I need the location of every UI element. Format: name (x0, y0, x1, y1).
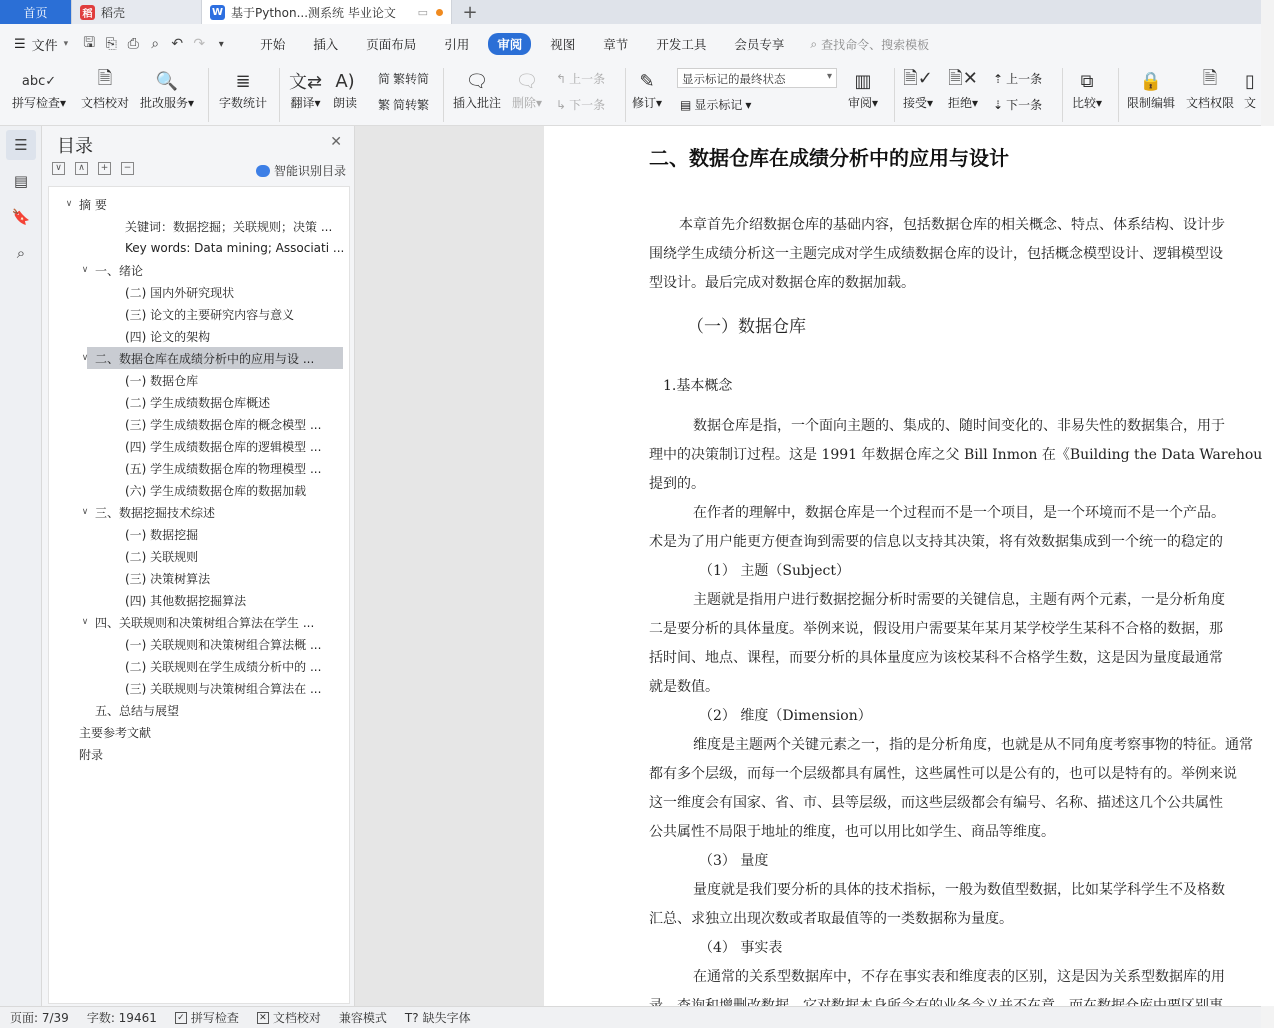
prev-change-icon: ⇡ (993, 71, 1004, 86)
compare-label: 比较 (1072, 96, 1097, 110)
collapse-all-icon[interactable]: ∧ (75, 162, 88, 175)
doc-text-line[interactable]: 在作者的理解中，数据仓库是一个过程而不是一个项目，是一个环境而不是一个产品。 (693, 505, 1225, 521)
doc-text-line[interactable]: 公共属性不局限于地址的维度，也可以用比如学生、商品等维度。 (649, 824, 1055, 840)
toc-item[interactable] (49, 677, 349, 699)
toc-item-label: 三、数据挖掘技术综述 (95, 505, 216, 520)
tab-docer-label: 稻壳 (101, 5, 126, 20)
page-indicator[interactable]: 页面: 7/39 (10, 1011, 69, 1025)
reject-label: 拒绝 (948, 96, 973, 110)
chapter-nav-icon[interactable]: ▤ (13, 172, 29, 190)
accept-button[interactable]: 🗎✓ 接受▾ (903, 68, 934, 110)
search-icon: ⌕ (810, 36, 818, 51)
delete-comment-button[interactable]: 🗨 删除▾ (512, 68, 542, 111)
chevron-down-icon[interactable]: ∨ (81, 617, 89, 627)
toc-item-label: (五) 学生成绩数据仓库的物理模型 ... (125, 461, 322, 476)
show-markup-label: 显示标记 (694, 98, 743, 112)
track-changes-button[interactable]: ✎ 修订▾ (632, 68, 662, 111)
toc-item-label: (三) 论文的主要研究内容与意义 (125, 307, 295, 322)
toc-item[interactable] (49, 611, 349, 633)
chevron-down-icon: ▾ (63, 39, 69, 49)
toc-item[interactable] (49, 259, 349, 281)
show-markup-button[interactable]: ▤ 显示标记 ▾ (680, 97, 752, 112)
docer-logo-icon: 稻 (80, 5, 95, 20)
tab-home[interactable] (0, 0, 72, 24)
trad-simp-icon: 简 (378, 72, 391, 86)
trad-to-simp-label: 繁转简 (393, 72, 430, 86)
file-menu[interactable] (14, 35, 68, 54)
toc-item[interactable] (49, 501, 349, 523)
word-count-button[interactable] (219, 68, 267, 111)
revise-service-button[interactable]: 🔍 批改服务▾ (140, 68, 194, 111)
simp-to-trad-label: 简转繁 (393, 98, 430, 112)
reject-icon: 🗎✕ (948, 68, 978, 89)
expand-all-icon[interactable]: ∨ (52, 162, 65, 175)
subsubsection-heading: 1.基本概念 (663, 378, 733, 394)
file-menu-label: 文件 (31, 38, 58, 54)
customize-chevron-icon[interactable]: ▾ (218, 38, 224, 50)
track-changes-label: 修订 (632, 96, 657, 110)
tab-document[interactable] (202, 0, 452, 24)
menu-review[interactable]: 审阅 (488, 33, 531, 55)
close-icon[interactable]: ✕ (330, 134, 342, 150)
compat-mode: 兼容模式 (338, 1011, 387, 1025)
menu-view[interactable]: 视图 (550, 37, 576, 52)
reject-button[interactable]: 🗎✕ 拒绝▾ (948, 68, 979, 110)
find-icon[interactable]: ⌕ (16, 244, 26, 262)
doc-text-line[interactable]: 在通常的关系型数据库中，不存在事实表和维度表的区别，这是因为关系型数据库的用 (693, 969, 1225, 985)
unsaved-dot-icon (436, 9, 443, 16)
toc-item-label: (六) 学生成绩数据仓库的数据加载 (125, 483, 307, 498)
smart-toc-label: 智能识别目录 (273, 164, 346, 178)
translate-button[interactable]: 文⇄ 翻译▾ (289, 68, 322, 111)
next-change-icon: ⇣ (993, 97, 1004, 112)
doc-text-line[interactable]: 型设计。最后完成对数据仓库的数据加载。 (649, 275, 915, 291)
toc-item[interactable] (49, 457, 349, 479)
toc-item[interactable] (49, 655, 349, 677)
command-search-label: 查找命令、搜索模板 (821, 37, 930, 52)
restrict-edit-label: 限制编辑 (1127, 96, 1176, 110)
save-icon[interactable]: 🖫 (83, 35, 96, 51)
spell-check-button[interactable]: abc✓ 拼写检查▾ (12, 68, 66, 111)
doc-encrypt-icon: ▯ (1245, 70, 1255, 92)
next-change-button[interactable] (993, 96, 1042, 113)
menu-member[interactable]: 会员专享 (734, 37, 785, 52)
next-comment-label: 下一条 (569, 98, 606, 112)
status-doccheck-label: 文档校对 (272, 1011, 321, 1025)
lock-document-icon: 🔒 (1139, 70, 1163, 92)
toc-item-label: 一、绪论 (95, 263, 144, 278)
missing-font-label: 缺失字体 (422, 1011, 471, 1025)
prev-comment-icon: ↰ (556, 71, 567, 86)
doc-check-box-icon: ✕ (257, 1012, 269, 1024)
doc-text-line[interactable]: 提到的。 (649, 476, 705, 492)
toc-item-label: 四、关联规则和决策树组合算法在学生 ... (95, 615, 315, 630)
doc-text-line[interactable]: 术是为了用户能更方便查询到需要的信息以支持其决策，将有效数据集成到一个统一的稳定的 (649, 534, 1223, 550)
doc-text-line[interactable]: （3） 量度 (699, 853, 769, 869)
toc-item-label: (二) 关联规则在学生成绩分析中的 ... (125, 659, 322, 674)
compare-icon: ⧉ (1080, 70, 1094, 92)
menu-page-layout[interactable]: 页面布局 (366, 37, 417, 52)
toc-item-label: (二) 国内外研究现状 (125, 285, 235, 300)
chevron-down-icon[interactable]: ∨ (81, 353, 89, 363)
revise-service-icon: 🔍 (155, 70, 179, 92)
restrict-edit-button[interactable] (1127, 68, 1175, 111)
chevron-down-icon[interactable]: ∨ (81, 507, 89, 517)
compare-button[interactable]: ⧉ 比较▾ (1072, 68, 1102, 111)
doc-text-line[interactable]: 都有多个层级，而每一个层级都具有属性，这些属性可以是公有的，也可以是特有的。举例来说 (649, 766, 1237, 782)
toc-item[interactable] (49, 303, 349, 325)
toc-item-label: (四) 其他数据挖掘算法 (125, 593, 247, 608)
delete-comment-label: 删除 (512, 96, 537, 110)
chevron-down-icon[interactable]: ∨ (81, 265, 89, 275)
bookmark-icon[interactable]: 🔖 (11, 208, 31, 226)
insert-comment-label: 插入批注 (453, 96, 502, 110)
status-spell-label: 拼写检查 (190, 1011, 239, 1025)
print-preview-icon[interactable]: ⌕ (151, 36, 160, 52)
document-area (355, 126, 1261, 1006)
toc-item[interactable] (49, 743, 349, 765)
doc-permission-button[interactable] (1186, 68, 1234, 111)
prev-change-label: 上一条 (1006, 72, 1043, 86)
review-pane-label: 审阅 (848, 96, 873, 110)
missing-font-icon: T? (404, 1010, 419, 1025)
toc-item-label: (一) 数据挖掘 (125, 527, 199, 542)
toc-item[interactable] (49, 435, 349, 457)
markup-state-select[interactable]: 显示标记的最终状态 ▾ (677, 68, 837, 88)
simp-trad-icon: 繁 (378, 98, 391, 112)
next-change-label: 下一条 (1006, 98, 1043, 112)
track-changes-icon: ✎ (639, 70, 655, 92)
comment-delete-icon: 🗨 (515, 70, 539, 92)
remove-heading-icon[interactable]: − (121, 162, 134, 175)
doc-permission-label: 文档权限 (1186, 96, 1235, 110)
review-pane-button[interactable]: ▥ 审阅▾ (848, 68, 878, 111)
doc-text-line[interactable]: （2） 维度（Dimension） (699, 708, 872, 724)
toc-item[interactable] (81, 347, 343, 369)
toc-tree (48, 186, 350, 1004)
word-count-indicator[interactable]: 字数: 19461 (86, 1011, 157, 1025)
doc-text-line[interactable]: （1） 主题（Subject） (699, 563, 851, 579)
doc-text-line[interactable]: 维度是主题两个关键元素之一，指的是分析角度，也就是从不同角度考察事物的特征。通常 (693, 737, 1253, 753)
toc-item-label: Key words: Data mining; Associati ... (125, 241, 345, 255)
toc-panel-icon[interactable]: ☰ (6, 130, 36, 160)
toc-item-label: (三) 学生成绩数据仓库的概念模型 ... (125, 417, 322, 432)
toc-item[interactable] (49, 193, 349, 215)
doc-text-line[interactable]: 主题就是指用户进行数据挖掘分析时需要的关键信息，主题有两个元素，一是分析角度 (693, 592, 1225, 608)
review-pane-icon: ▥ (854, 70, 872, 92)
wps-writer-icon: W (211, 6, 224, 18)
toc-item-label: 附录 (79, 747, 104, 762)
add-heading-icon[interactable]: + (98, 162, 111, 175)
show-markup-icon: ▤ (680, 97, 692, 112)
toc-item[interactable] (49, 589, 349, 611)
comment-plus-icon: 🗨 (465, 70, 489, 92)
check-box-icon: ✓ (175, 1012, 187, 1024)
toc-item[interactable] (49, 369, 349, 391)
plus-icon: + (462, 1, 478, 23)
toc-item-label: (四) 学生成绩数据仓库的逻辑模型 ... (125, 439, 322, 454)
toc-item[interactable] (49, 281, 349, 303)
toc-item[interactable] (49, 523, 349, 545)
doc-text-line[interactable]: 数据仓库是指，一个面向主题的、集成的、随时间变化的、非易失性的数据集合，用于 (693, 418, 1225, 434)
document-page[interactable] (544, 126, 1274, 1006)
doc-check-label: 文档校对 (81, 96, 130, 110)
doc-text-line[interactable]: 量度就是我们要分析的具体的技术指标，一般为数值型数据，比如某学科学生不及格数 (693, 882, 1225, 898)
doc-check-icon: 🗎 (97, 68, 113, 89)
read-aloud-button[interactable] (333, 68, 357, 111)
command-search[interactable] (810, 36, 929, 53)
menu-references[interactable]: 引用 (444, 37, 470, 52)
toc-item[interactable] (49, 413, 349, 435)
toc-item[interactable] (49, 633, 349, 655)
doc-text-line[interactable]: 围绕学生成绩分析这一主题完成对学生成绩数据仓库的设计，包括概念模型设计、逻辑模型设 (649, 246, 1223, 262)
prev-comment-button[interactable] (556, 70, 605, 87)
toc-item[interactable] (49, 215, 349, 237)
menu-home[interactable]: 开始 (260, 37, 286, 52)
review-ribbon (0, 64, 1261, 126)
translate-icon: 文⇄ (289, 72, 323, 93)
toc-item-label: 五、总结与展望 (95, 703, 180, 718)
tab-docer[interactable] (72, 0, 202, 24)
menu-bar (0, 24, 1261, 64)
tab-document-label: 基于Python...测系统 毕业论文 (231, 5, 396, 20)
hamburger-icon: ☰ (14, 36, 26, 52)
toc-item[interactable] (49, 237, 349, 259)
toc-item-label: (二) 学生成绩数据仓库概述 (125, 395, 271, 410)
next-comment-icon: ↳ (556, 97, 567, 112)
toc-panel (42, 126, 355, 1006)
toc-item-label: 二、数据仓库在成绩分析中的应用与设 ... (95, 351, 315, 366)
word-count-label: 字数统计 (219, 96, 268, 110)
chevron-down-icon[interactable]: ∨ (65, 199, 73, 209)
undo-icon[interactable]: ↶ (171, 36, 184, 52)
prev-comment-label: 上一条 (569, 72, 606, 86)
toc-item[interactable] (49, 545, 349, 567)
trad-to-simp-button[interactable] (378, 70, 429, 87)
doc-text-line[interactable]: 理中的决策制订过程。这是 1991 年数据仓库之父 Bill Inmon 在《Building the Data Warehou (649, 447, 1263, 463)
new-tab-button[interactable] (452, 0, 488, 24)
prev-change-button[interactable] (993, 70, 1042, 87)
insert-comment-button[interactable] (453, 68, 501, 111)
smart-ai-icon (256, 165, 270, 177)
menu-dev-tools[interactable]: 开发工具 (656, 37, 707, 52)
next-comment-button[interactable] (556, 96, 605, 113)
export-pdf-icon[interactable]: ⎘ (105, 36, 117, 52)
status-bar (0, 1006, 1261, 1028)
status-doc-check[interactable] (257, 1009, 321, 1026)
section-heading: 二、数据仓库在成绩分析中的应用与设计 (649, 146, 1009, 170)
doc-text-line[interactable]: 括时间、地点、课程，而要分析的具体量度应为该校某科不合格学生数，这是因为量度最通常 (649, 650, 1223, 666)
toc-item-label: (一) 数据仓库 (125, 373, 199, 388)
read-aloud-label: 朗读 (333, 96, 358, 110)
doc-text-line[interactable]: 这一维度会有国家、省、市、县等层级，而这些层级都会有编号、名称、描述这几个公共属性 (649, 795, 1223, 811)
doc-text-line[interactable]: 汇总、求独立出现次数或者取最值等的一类数据称为量度。 (649, 911, 1013, 927)
toc-title: 目录 (57, 136, 93, 157)
missing-font-button[interactable] (405, 1009, 471, 1026)
toc-item[interactable] (49, 567, 349, 589)
doc-text-line[interactable]: 本章首先介绍数据仓库的基础内容，包括数据仓库的相关概念、特点、体系结构、设计步 (679, 217, 1225, 233)
accept-icon: 🗎✓ (903, 68, 933, 89)
ribbon-cut-off-label: 文 (1244, 96, 1257, 110)
toc-item-label: 关键词：数据挖掘；关联规则；决策 ... (125, 219, 333, 234)
smart-toc-button[interactable] (256, 162, 346, 179)
print-icon[interactable]: ⎙ (127, 36, 139, 52)
spell-check-icon: abc✓ (21, 73, 57, 89)
toc-item-label: (三) 决策树算法 (125, 571, 211, 586)
toc-item[interactable] (49, 391, 349, 413)
revise-service-label: 批改服务 (140, 96, 189, 110)
translate-label: 翻译 (290, 96, 315, 110)
doc-permission-icon: 🗎 (1202, 68, 1218, 89)
redo-icon[interactable]: ↷ (193, 36, 206, 52)
menu-insert[interactable]: 插入 (313, 37, 339, 52)
menu-chapter[interactable]: 章节 (603, 37, 629, 52)
doc-text-line[interactable]: （4） 事实表 (699, 940, 783, 956)
toc-item[interactable] (49, 721, 349, 743)
toc-item[interactable] (49, 325, 349, 347)
toc-item-label: 主要参考文献 (79, 725, 152, 740)
status-spell-check[interactable] (175, 1009, 239, 1026)
toc-item-label: (三) 关联规则与决策树组合算法在 ... (125, 681, 322, 696)
simp-to-trad-button[interactable] (378, 96, 429, 113)
accept-label: 接受 (903, 96, 928, 110)
word-count-icon: ≣ (235, 70, 251, 92)
doc-check-button[interactable] (81, 68, 129, 111)
doc-text-line[interactable]: 就是数值。 (649, 679, 719, 695)
ribbon-cut-off-button[interactable] (1244, 68, 1256, 111)
doc-text-line[interactable]: 二是要分析的具体量度。举例来说，假设用户需要某年某月某学校学生某科不合格的数据，那 (649, 621, 1223, 637)
read-aloud-icon: A) (335, 70, 355, 92)
toc-item-label: (一) 关联规则和决策树组合算法概 ... (125, 637, 322, 652)
tab-bar (0, 0, 1261, 24)
toc-item-label: 摘 要 (79, 197, 107, 212)
toc-item[interactable] (49, 699, 349, 721)
subsection-heading: （一）数据仓库 (687, 317, 806, 337)
spell-check-label: 拼写检查 (12, 96, 61, 110)
screen-icon[interactable]: ▭ (417, 5, 428, 19)
toc-item[interactable] (49, 479, 349, 501)
toc-item-label: (二) 关联规则 (125, 549, 199, 564)
toc-item-label: (四) 论文的架构 (125, 329, 211, 344)
side-icon-rail (0, 126, 42, 1006)
tab-home-label: 首页 (23, 5, 48, 20)
